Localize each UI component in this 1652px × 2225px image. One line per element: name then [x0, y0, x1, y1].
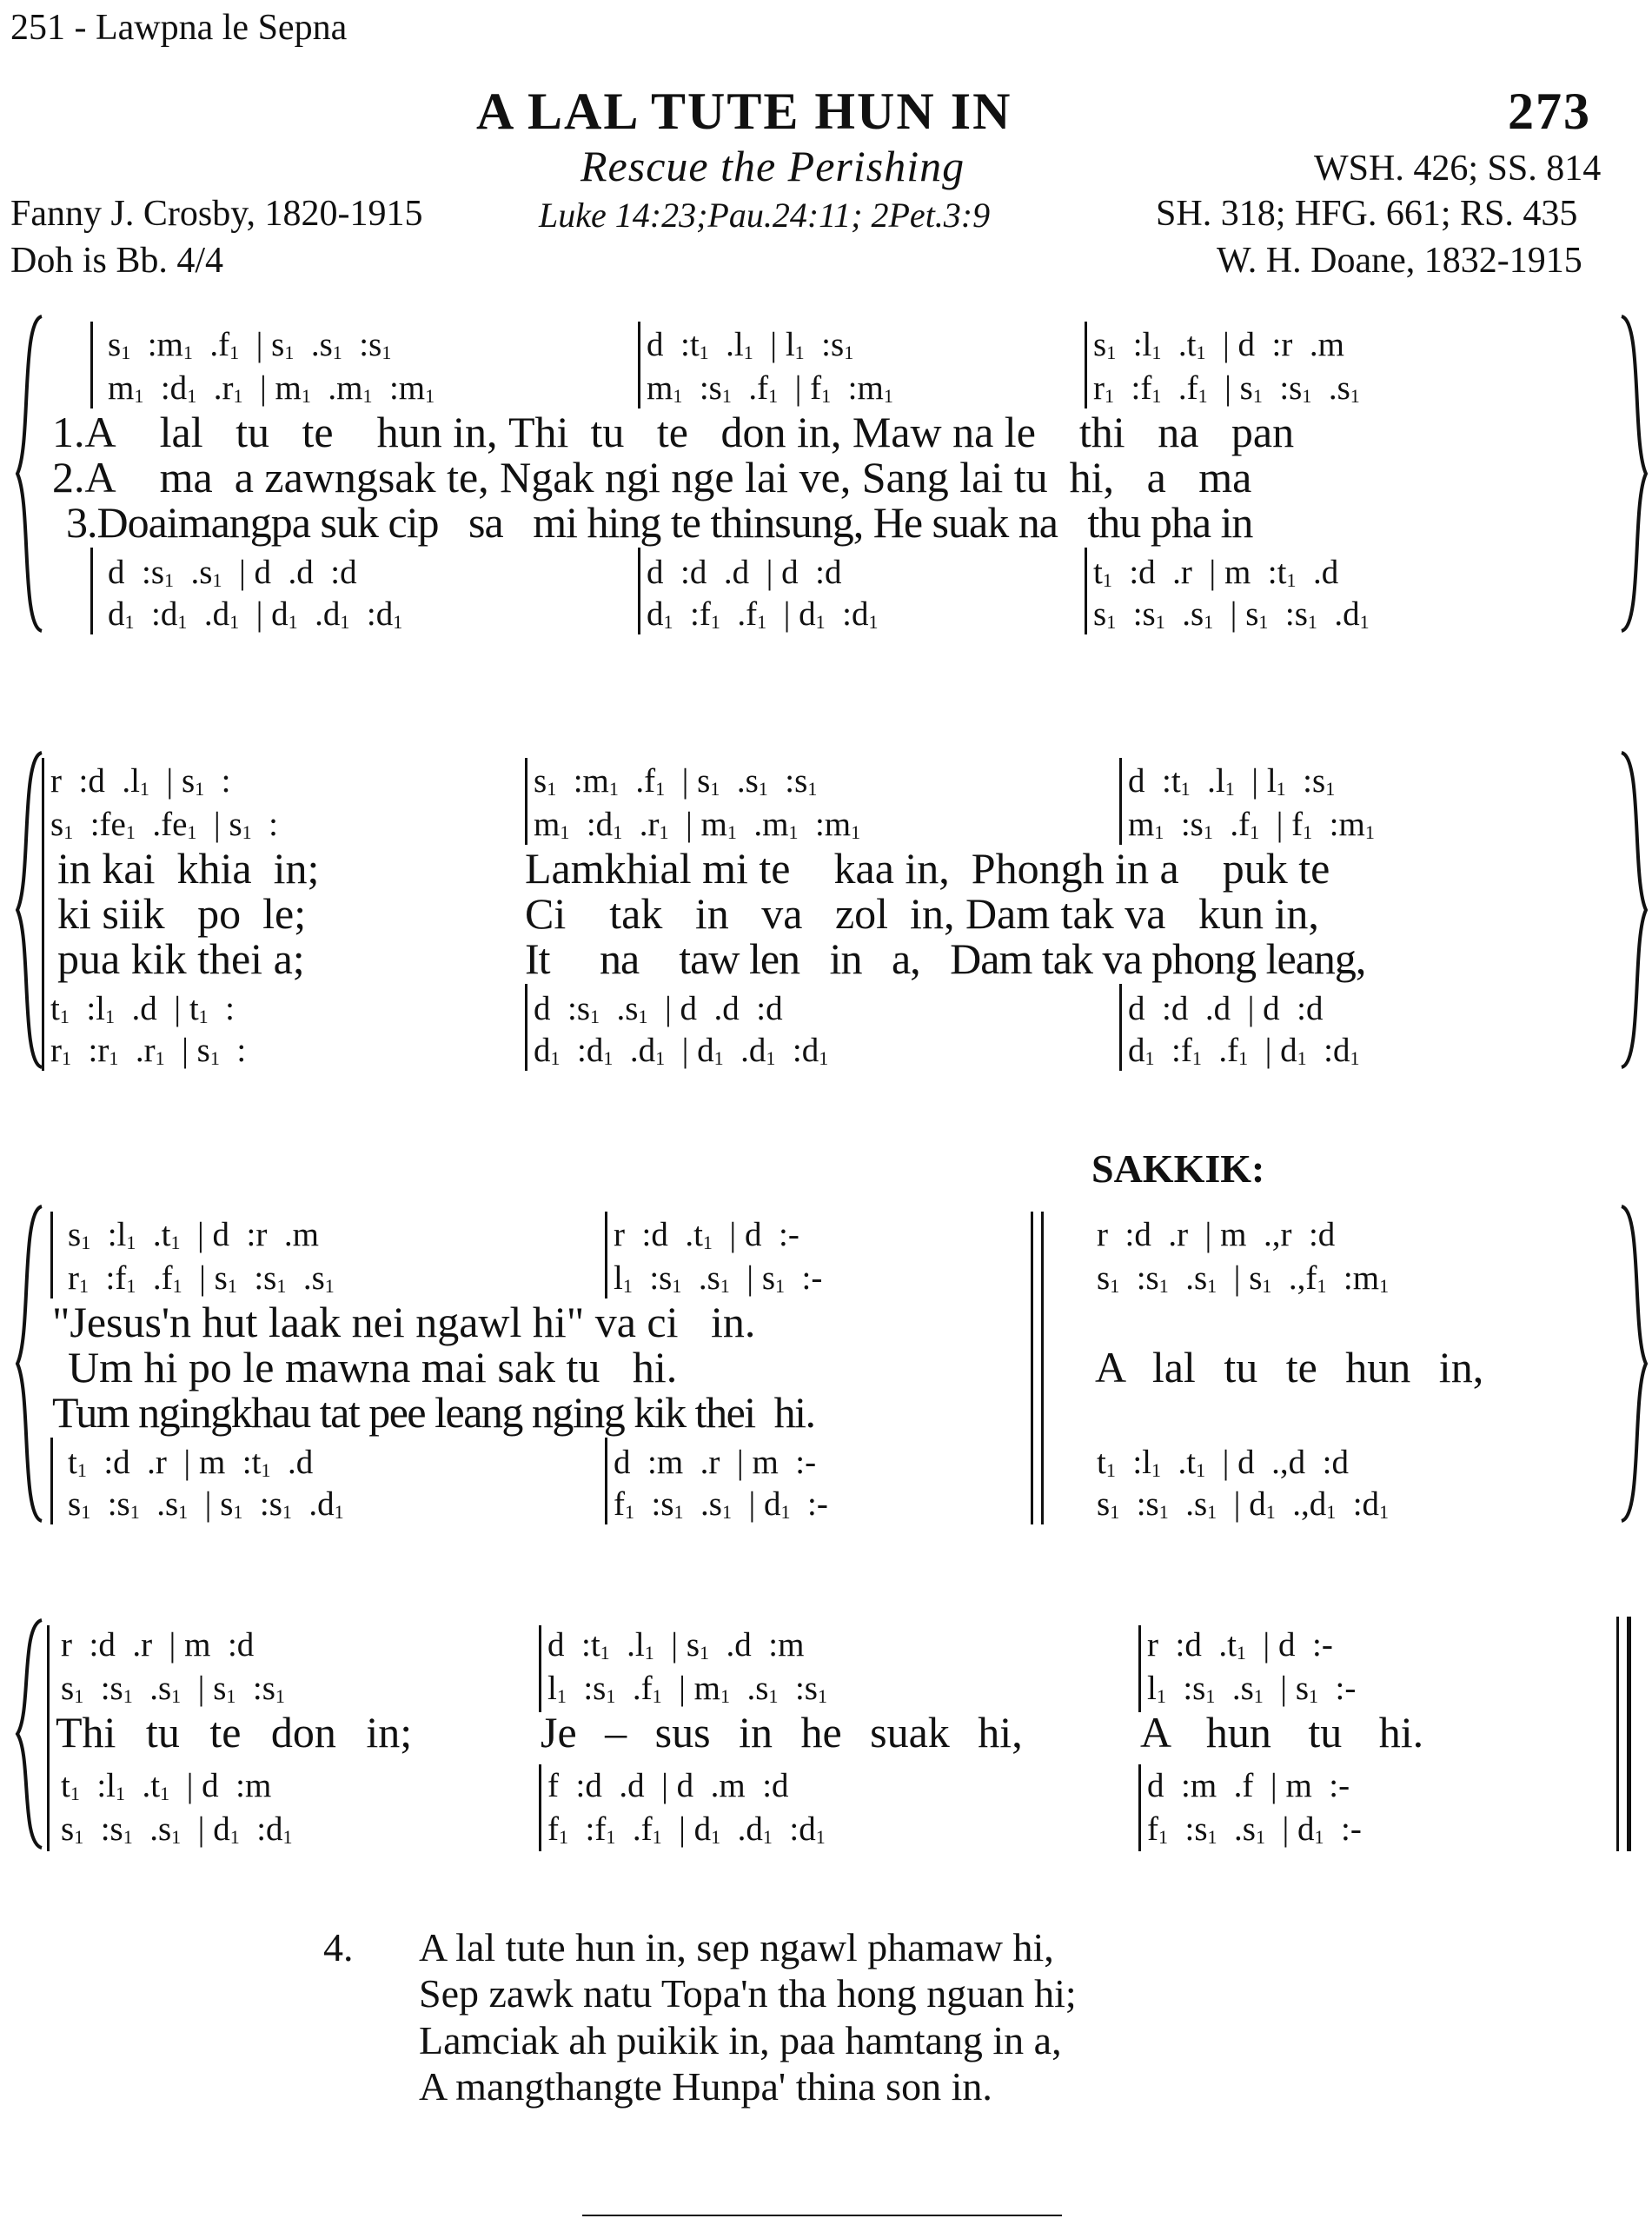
lyric-line: A lal tu te hun in,: [1095, 1343, 1484, 1391]
lyric-line: 2.A ma a zawngsak te, Ngak ngi nge lai ve, Sang lai tu hi, a ma: [52, 453, 1252, 501]
tenor-measure: $t_1$ $:l_1$ $.t_1$ | d .,d :d: [1097, 1444, 1350, 1481]
music-system-1: [0, 313, 1652, 643]
lyric-line: Um hi po le mawna mai sak tu hi.: [68, 1343, 678, 1391]
tenor-measure: $t_1$ $:l_1$ .d | $t_1$ :: [50, 990, 236, 1027]
verse-line: Sep zawk natu Topa'n tha hong nguan hi;: [419, 1971, 1077, 2016]
soprano-measure: r :d $.t_1$ | d :-: [614, 1216, 799, 1253]
composer: W. H. Doane, 1832-1915: [1217, 241, 1582, 281]
soprano-measure: r :d .r | m .,r :d: [1097, 1216, 1336, 1253]
chorus-label: SAKKIK:: [1091, 1146, 1265, 1191]
soprano-measure: $s_1$ $:l_1$ $.t_1$ | d :r .m: [1093, 326, 1344, 363]
key-signature: Doh is Bb. 4/4: [10, 241, 224, 281]
tenor-measure: d :m .r | m :-: [614, 1444, 817, 1481]
tenor-measure: d :d .d | d :d: [1128, 990, 1324, 1027]
bass-measure: $d_1$ $:f_1$ $.f_1$ | $d_1$ $:d_1$: [1128, 1032, 1360, 1069]
alto-measure: $m_1$ $:d_1$ $.r_1$ | $m_1$ $.m_1$ $:m_1$: [534, 806, 861, 843]
bass-measure: $d_1$ $:d_1$ $.d_1$ | $d_1$ $.d_1$ $:d_1$: [108, 595, 403, 633]
bass-measure: $d_1$ $:d_1$ $.d_1$ | $d_1$ $.d_1$ $:d_1$: [534, 1032, 829, 1069]
music-system-2: [0, 749, 1652, 1079]
book-reference: 251 - Lawpna le Sepna: [10, 8, 348, 48]
soprano-measure: $s_1$ $:m_1$ $.f_1$ | $s_1$ $.s_1$ $:s_1$: [534, 762, 818, 800]
brace-right: [1616, 313, 1651, 634]
verse-4-number: 4.: [323, 1925, 354, 1969]
lyric-line: Ci tak in va zol in, Dam tak va kun in,: [525, 889, 1319, 938]
brace-left: [12, 1617, 47, 1851]
lyricist: Fanny J. Crosby, 1820-1915: [10, 194, 423, 234]
lyric-line: Lamkhial mi te kaa in, Phongh in a puk te: [525, 844, 1330, 893]
brace-left: [12, 313, 47, 634]
lyric-line: Je – sus in he suak hi,: [541, 1708, 1023, 1757]
soprano-measure: $s_1$ $:l_1$ $.t_1$ | d :r .m: [68, 1216, 319, 1253]
scripture-reference: Luke 14:23;Pau.24:11; 2Pet.3:9: [539, 196, 991, 235]
hymn-number: 273: [1508, 83, 1591, 140]
verse-line: A lal tute hun in, sep ngawl phamaw hi,: [419, 1925, 1054, 1969]
lyric-line: Tum ngingkhau tat pee leang nging kik thei hi.: [52, 1388, 815, 1437]
alto-measure: $l_1$ $:s_1$ $.f_1$ | $m_1$ $.s_1$ $:s_1$: [547, 1670, 827, 1707]
tenor-measure: d :m .f | m :-: [1147, 1767, 1350, 1804]
bass-measure: $s_1$ $:s_1$ $.s_1$ | $s_1$ $:s_1$ $.d_1$: [68, 1485, 344, 1523]
soprano-measure: d $:t_1$ $.l_1$ | $l_1$ $:s_1$: [647, 326, 854, 363]
alto-measure: $m_1$ $:s_1$ $.f_1$ | $f_1$ $:m_1$: [1128, 806, 1375, 843]
alto-measure: $l_1$ $:s_1$ $.s_1$ | $s_1$ :-: [614, 1259, 823, 1297]
verse-line: Lamciak ah puikik in, paa hamtang in a,: [419, 2017, 1062, 2062]
tenor-measure: d $:s_1$ $.s_1$ | d .d :d: [108, 554, 357, 591]
lyric-line: "Jesus'n hut laak nei ngawl hi" va ci in.: [52, 1298, 756, 1346]
bass-measure: $s_1$ $:s_1$ $.s_1$ | $d_1$ $.,d_1$ $:d_1$: [1097, 1485, 1390, 1523]
bass-measure: $s_1$ $:s_1$ $.s_1$ | $s_1$ $:s_1$ $.d_1$: [1093, 595, 1370, 633]
cross-reference-2: SH. 318; HFG. 661; RS. 435: [1156, 194, 1578, 234]
alto-measure: $r_1$ $:f_1$ $.f_1$ | $s_1$ $:s_1$ $.s_1$: [68, 1259, 335, 1297]
soprano-measure: r :d .r | m :d: [61, 1626, 255, 1664]
hymn-title: A LAL TUTE HUN IN: [476, 83, 1012, 140]
bass-measure: $f_1$ $:s_1$ $.s_1$ | $d_1$ :-: [614, 1485, 828, 1523]
bass-measure: $d_1$ $:f_1$ $.f_1$ | $d_1$ $:d_1$: [647, 595, 879, 633]
tenor-measure: f :d .d | d .m :d: [547, 1767, 789, 1804]
tenor-measure: d :d .d | d :d: [647, 554, 842, 591]
hymn-subtitle: Rescue the Perishing: [581, 142, 965, 190]
alto-measure: $m_1$ $:d_1$ $.r_1$ | $m_1$ $.m_1$ $:m_1$: [108, 369, 435, 407]
alto-measure: $s_1$ $:s_1$ $.s_1$ | $s_1$ $.,f_1$ $:m_1$: [1097, 1259, 1390, 1297]
lyric-line: It na taw len in a, Dam tak va phong leang,: [525, 934, 1366, 983]
soprano-measure: r :d $.t_1$ | d :-: [1147, 1626, 1333, 1664]
soprano-measure: $s_1$ $:m_1$ $.f_1$ | $s_1$ $.s_1$ $:s_1$: [108, 326, 392, 363]
alto-measure: $s_1$ $:s_1$ $.s_1$ | $s_1$ $:s_1$: [61, 1670, 285, 1707]
bass-measure: $s_1$ $:s_1$ $.s_1$ | $d_1$ $:d_1$: [61, 1810, 293, 1848]
cross-reference-1: WSH. 426; SS. 814: [1314, 149, 1602, 189]
alto-measure: $l_1$ $:s_1$ $.s_1$ | $s_1$ :-: [1147, 1670, 1357, 1707]
lyric-line: 1.A lal tu te hun in, Thi tu te don in, Maw na le thi na pan: [52, 408, 1295, 456]
brace-right: [1616, 1203, 1651, 1524]
verse-line: A mangthangte Hunpa' thina son in.: [419, 2064, 992, 2109]
lyric-line: A hun tu hi.: [1140, 1708, 1424, 1757]
brace-left: [12, 1203, 47, 1524]
tenor-measure: $t_1$ :d .r | m $:t_1$ .d: [68, 1444, 314, 1481]
bass-measure: $f_1$ $:s_1$ $.s_1$ | $d_1$ :-: [1147, 1810, 1362, 1848]
end-rule: [582, 2215, 1062, 2216]
bass-measure: $f_1$ $:f_1$ $.f_1$ | $d_1$ $.d_1$ $:d_1$: [547, 1810, 826, 1848]
lyric-line: ki siik po le;: [57, 889, 307, 938]
soprano-measure: d $:t_1$ $.l_1$ | $s_1$ .d :m: [547, 1626, 805, 1664]
lyric-line: in kai khia in;: [57, 844, 320, 893]
alto-measure: $m_1$ $:s_1$ $.f_1$ | $f_1$ $:m_1$: [647, 369, 893, 407]
lyric-line: pua kik thei a;: [57, 934, 305, 983]
verse-4-text: [419, 1924, 1077, 2109]
lyric-line: Thi tu te don in;: [56, 1708, 413, 1757]
tenor-measure: $t_1$ $:l_1$ $.t_1$ | d :m: [61, 1767, 272, 1804]
music-system-4: [0, 1617, 1652, 1860]
music-system-3: [0, 1203, 1652, 1533]
tenor-measure: $t_1$ :d .r | m $:t_1$ .d: [1093, 554, 1339, 591]
brace-right: [1616, 749, 1651, 1071]
soprano-measure: r :d $.l_1$ | $s_1$ :: [50, 762, 231, 800]
lyric-line: 3.Doaimangpa suk cip sa mi hing te thinsung, He suak na thu pha in: [66, 498, 1253, 547]
soprano-measure: d $:t_1$ $.l_1$ | $l_1$ $:s_1$: [1128, 762, 1336, 800]
alto-measure: $r_1$ $:f_1$ $.f_1$ | $s_1$ $:s_1$ $.s_1$: [1093, 369, 1360, 407]
alto-measure: $s_1$ $:fe_1$ $.fe_1$ | $s_1$ :: [50, 806, 278, 843]
tenor-measure: d $:s_1$ $.s_1$ | d .d :d: [534, 990, 783, 1027]
bass-measure: $r_1$ $:r_1$ $.r_1$ | $s_1$ :: [50, 1032, 247, 1069]
